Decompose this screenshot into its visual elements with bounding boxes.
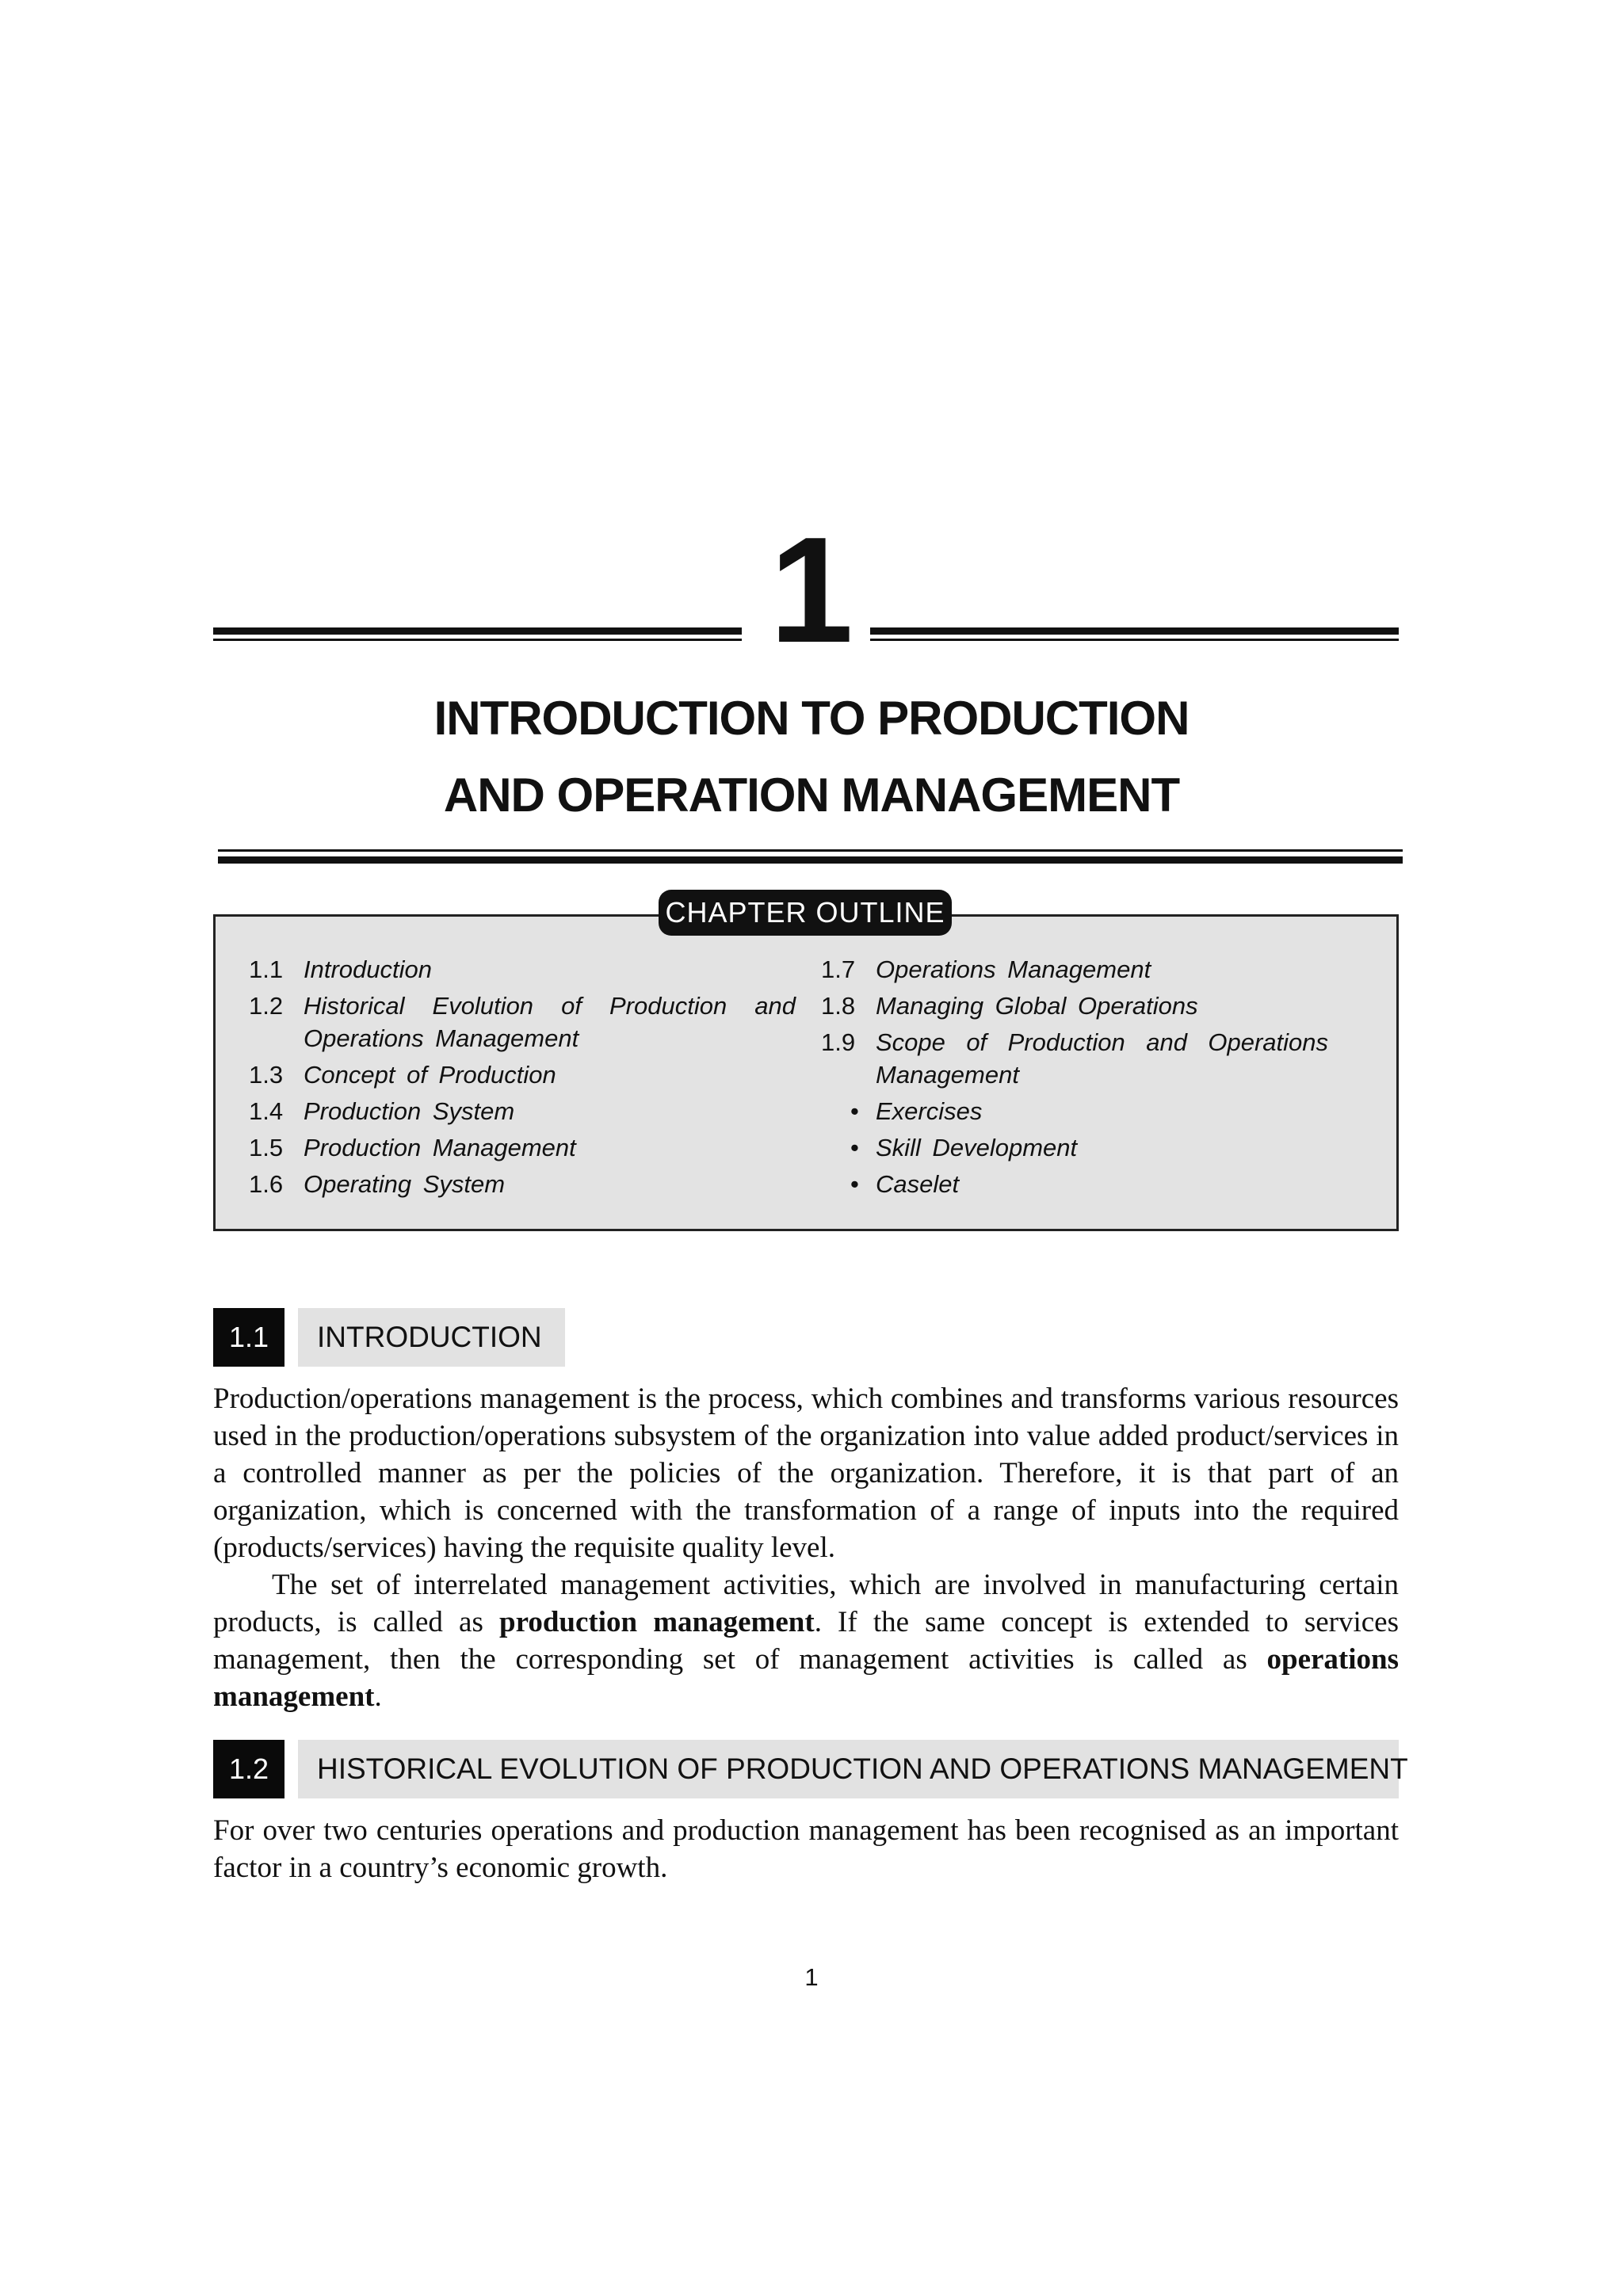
- bold-term: production management: [499, 1606, 815, 1638]
- outline-bullet-item: [821, 1168, 1328, 1200]
- outline-item-number: 1.8: [821, 992, 856, 1020]
- outline-item-text: Caselet: [876, 1170, 960, 1198]
- outline-item: [249, 990, 796, 1055]
- text-run: . If the same concept is extended to services management, then the corresponding set of management activities is called as: [213, 1606, 1400, 1676]
- outline-left-column: [249, 953, 796, 1204]
- section-body: [213, 1812, 1399, 1886]
- outline-item-number: 1.6: [249, 1170, 284, 1198]
- outline-item: [249, 1168, 796, 1200]
- section-body: [213, 1380, 1399, 1715]
- paragraph: Production/operations management is the process, which combines and transforms various resources used in the production/operations subsystem of the organization into value added product/services in a controlled manner as per the policies of the organization. Therefore, it is that part of an organization, which is concerned with the transformation of a range of inputs into the required (products/services) having the requisite quality level.: [213, 1383, 1399, 1564]
- paragraph: For over two centuries operations and production management has been recognised as an important factor in a country’s economic growth.: [213, 1814, 1399, 1884]
- outline-bullet-item: [821, 1131, 1328, 1164]
- outline-item-text: Operating System: [304, 1170, 506, 1198]
- outline-item-text: Historical Evolution of Production and Operations Management: [304, 992, 796, 1052]
- outline-right-column: [821, 953, 1328, 1204]
- bullet-icon: •: [850, 1097, 859, 1125]
- chapter-number: 1: [769, 506, 854, 674]
- outline-item-text: Production System: [304, 1097, 515, 1125]
- bullet-icon: •: [850, 1134, 859, 1161]
- outline-bullet-item: [821, 1095, 1328, 1127]
- outline-item-text: Production Management: [304, 1134, 576, 1161]
- outline-item-text: Skill Development: [876, 1134, 1078, 1161]
- title-rule-thin: [218, 849, 1403, 852]
- header-rule-left: [213, 627, 742, 635]
- header-rule-right-thin: [870, 639, 1399, 641]
- chapter-title-line1: INTRODUCTION TO PRODUCTION: [433, 692, 1190, 745]
- outline-item-number: 1.5: [249, 1134, 284, 1161]
- text-run: .: [374, 1680, 382, 1713]
- section-number: 1.1: [213, 1308, 285, 1367]
- outline-item-number: 1.9: [821, 1028, 856, 1056]
- outline-item: [821, 990, 1328, 1022]
- chapter-outline-label: CHAPTER OUTLINE: [659, 890, 952, 936]
- outline-item-text: Operations Management: [876, 955, 1151, 983]
- chapter-title-line2: AND OPERATION MANAGEMENT: [443, 769, 1180, 822]
- outline-item-text: Concept of Production: [304, 1061, 556, 1089]
- outline-item-number: 1.2: [249, 992, 284, 1020]
- page-number: 1: [804, 1963, 819, 1991]
- outline-item: [249, 1058, 796, 1091]
- section-title: HISTORICAL EVOLUTION OF PRODUCTION AND OPERATIONS MANAGEMENT: [298, 1740, 1399, 1798]
- chapter-title: [0, 680, 1623, 833]
- outline-item-text: Managing Global Operations: [876, 992, 1198, 1020]
- outline-item: [821, 1026, 1328, 1091]
- outline-item: [249, 1095, 796, 1127]
- outline-item: [249, 1131, 796, 1164]
- outline-item-text: Scope of Production and Operations Management: [876, 1028, 1328, 1089]
- outline-item-number: 1.1: [249, 955, 284, 983]
- bold-term: operations management: [213, 1643, 1399, 1713]
- header-rule-left-thin: [213, 639, 742, 641]
- section-number: 1.2: [213, 1740, 285, 1798]
- outline-item: [249, 953, 796, 986]
- section-title: INTRODUCTION: [298, 1308, 565, 1367]
- outline-item: [821, 953, 1328, 986]
- bullet-icon: •: [850, 1170, 859, 1198]
- title-rule-thick: [218, 856, 1403, 864]
- outline-item-text: Introduction: [304, 955, 432, 983]
- outline-item-number: 1.4: [249, 1097, 284, 1125]
- outline-item-number: 1.7: [821, 955, 856, 983]
- outline-item-number: 1.3: [249, 1061, 284, 1089]
- paragraph: [213, 1566, 1399, 1715]
- outline-item-text: Exercises: [876, 1097, 983, 1125]
- header-rule-right: [870, 627, 1399, 635]
- text-run: The set of interrelated management activities, which are involved in manufacturing certain products, is called as: [213, 1569, 1399, 1638]
